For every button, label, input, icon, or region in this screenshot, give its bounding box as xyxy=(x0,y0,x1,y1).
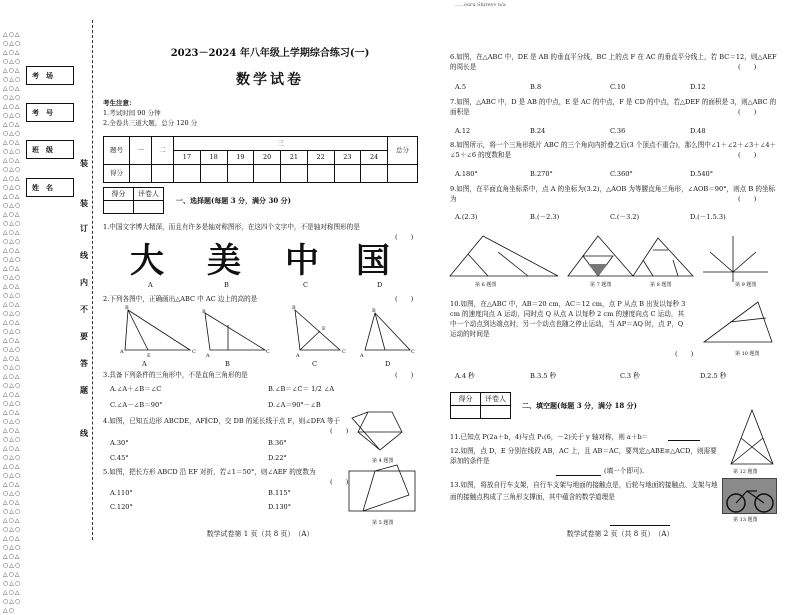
question-9: 9.如图，在平面直角坐标系中，点 A 的坐标为(3.2)，△AOB 为等腰直角三角形，∠AOB＝90°，则点 B 的坐标为 xyxy=(450,185,776,203)
q3-option-d: D.∠A＝90°－∠B xyxy=(268,401,321,409)
binding-word: 线 xyxy=(80,428,88,438)
q2-label: C xyxy=(312,360,318,368)
q5-option-a: A.110° xyxy=(110,489,133,497)
q10-option-d: D.2.5 秒 xyxy=(700,372,727,380)
fig7-caption: 第 7 题图 xyxy=(590,282,612,288)
q2-paren: ( ) xyxy=(395,295,414,303)
fig9-caption: 第 9 题图 xyxy=(735,282,757,288)
binding-word: 装 xyxy=(80,158,88,168)
question-7: 7.如图，△ABC 中，D 是 AB 的中点，E 是 AC 的中点，F 是 CD 的中点，若△DEF 的面积是 3，则△ABC 的面积是 xyxy=(450,98,777,116)
notes-heading: 考生注意： xyxy=(103,99,136,107)
binding-word: 线 xyxy=(80,250,88,260)
binding-word: 要 xyxy=(80,331,88,341)
q3-option-a: A.∠A＋∠B＝∠C xyxy=(110,385,162,393)
q7-option-c: C.36 xyxy=(610,127,626,135)
svg-text:C: C xyxy=(266,349,270,355)
score-sub: 18 xyxy=(200,151,227,165)
question-6: 6.如图，在△ABC 中，DE 是 AB 的垂直平分线，BC 上的点 F 在 AC 的垂直平分线上，若 BC＝12，则△AEF 的周长是 xyxy=(450,53,777,71)
q5-paren: ( ) xyxy=(330,478,349,486)
q3-option-b: B.∠B＝∠C＝ 1/2 ∠A xyxy=(268,385,335,393)
q12-caption: 第 12 题图 xyxy=(733,469,758,475)
q4-figure xyxy=(350,410,410,458)
page-footer-left: 数学试卷第 1 页（共 8 页） （A） xyxy=(206,530,314,538)
q11-answer-line[interactable] xyxy=(668,440,700,441)
question-8: 8.如图所示，将一个三角形纸片 ABC 的三个角向内折叠之后(3 个顶点不重合)，那么图中∠1＋∠2＋∠3＋∠4＋∠5＋∠6 的度数和是 xyxy=(450,141,777,159)
q13-answer-line[interactable] xyxy=(610,525,670,526)
q5-figure xyxy=(345,463,420,515)
svg-text:A: A xyxy=(296,353,300,359)
question-11: 11.已知点 P(2a＋b，4)与点 P₁(6，－2)关于 y 轴对称，则 a＋b＝ xyxy=(450,433,649,441)
svg-text:B: B xyxy=(125,305,129,311)
svg-text:E: E xyxy=(147,353,151,359)
class-field: 班 级 xyxy=(26,140,74,159)
q13-caption: 第 13 题图 xyxy=(733,517,758,523)
svg-text:B: B xyxy=(292,305,296,311)
q2-label: D xyxy=(385,360,391,368)
q8-option-a: A.180° xyxy=(455,170,478,178)
bicycle-photo xyxy=(722,478,777,514)
q5-option-d: D.130° xyxy=(268,503,292,511)
q10-option-a: A.4 秒 xyxy=(455,372,475,380)
q6-option-d: D.12 xyxy=(690,83,706,91)
q4-option-c: C.45° xyxy=(110,454,129,462)
svg-text:A: A xyxy=(120,349,124,355)
exam-subject: 数学试卷 xyxy=(236,72,304,88)
q2-label: A xyxy=(142,360,147,368)
q8-option-b: B.270° xyxy=(530,170,553,178)
score-header: 一 xyxy=(130,137,152,165)
binding-word: 内 xyxy=(80,277,88,287)
score-sub: 22 xyxy=(307,151,334,165)
q10-option-c: C.3 秒 xyxy=(620,372,640,380)
q6-option-c: C.10 xyxy=(610,83,626,91)
q5-option-c: C.120° xyxy=(110,503,133,511)
q10-option-b: B.3.5 秒 xyxy=(530,372,557,380)
q9-option-d: D.(－1.5.3) xyxy=(690,213,726,221)
question-13: 13.如图，将放自行车支架，自行车支架与地面的接触点是，后轮与地面的接触点、支架与地面的接触点构成了三角形支撑面，其中蕴含的数学道理是 xyxy=(450,481,718,501)
q12-answer-line[interactable] xyxy=(556,475,601,476)
q7-option-d: D.48 xyxy=(690,127,706,135)
q2-figures xyxy=(120,305,420,365)
notes-item: 1.考试时间 90 分钟 xyxy=(103,109,161,117)
question-10: 10.如图，在△ABC 中，AB＝20 cm，AC＝12 cm，点 P 从点 B 出发以每秒 3 cm 的速度向点 A 运动，同时点 Q 从点 A 以每秒 2 cm 的速度向点 C 运动，其中一个动点到达端点时，另一个动点也随之停止运动，当 AP＝AQ 时，点 P，Q 运动的时间是 xyxy=(450,300,686,338)
cut-line xyxy=(92,20,93,540)
score-sub: 20 xyxy=(254,151,281,165)
score-sub: 19 xyxy=(227,151,254,165)
svg-text:B: B xyxy=(202,309,206,315)
svg-text:E: E xyxy=(322,326,326,332)
q6-option-b: B.8 xyxy=(530,83,542,91)
q7-option-b: B.24 xyxy=(530,127,546,135)
q1-label: C xyxy=(303,281,309,289)
q4-option-a: A.30° xyxy=(110,439,129,447)
fig8-caption: 第 8 题图 xyxy=(650,282,672,288)
q6-option-a: A.5 xyxy=(455,83,467,91)
q1-label: B xyxy=(224,281,229,289)
char-b: 美 xyxy=(207,241,241,281)
q6-paren: ( ) xyxy=(738,63,757,71)
svg-text:A: A xyxy=(206,353,210,359)
q10-paren: ( ) xyxy=(675,350,694,358)
exam-notes xyxy=(103,98,423,128)
q3-option-c: C.∠A－∠B＝90° xyxy=(110,401,163,409)
svg-text:C: C xyxy=(192,349,196,355)
binding-word: 答 xyxy=(80,358,88,368)
score-header: 题号 xyxy=(104,137,130,165)
question-4: 4.如图，已知五边形 ABCDE，AF∥CD，交 DB 的延长线于点 F，则∠DFA 等于 xyxy=(103,417,341,425)
q12-tail: (填一个即可). xyxy=(604,467,645,475)
char-a: 大 xyxy=(130,241,164,281)
question-5: 5.如图，把长方形 ABCD 沿 EF 对折，若∠1＝50°，则∠AEF 的度数为 xyxy=(103,468,316,476)
q9-option-b: B.(－2.3) xyxy=(530,213,560,221)
binding-word: 订 xyxy=(80,223,88,233)
svg-text:C: C xyxy=(411,349,415,355)
q2-label: B xyxy=(225,360,230,368)
q5-option-b: B.115° xyxy=(268,489,291,497)
q9-paren: ( ) xyxy=(738,195,757,203)
shaded-triangle xyxy=(588,264,608,276)
score-sub: 24 xyxy=(361,151,388,165)
binding-word: 题 xyxy=(80,385,88,395)
q8-option-c: C.360° xyxy=(610,170,633,178)
q9-option-a: A.(2.3) xyxy=(455,213,478,221)
score-header: 总分 xyxy=(388,137,418,165)
box-label: 评卷人 xyxy=(481,393,511,406)
q6-q9-figures xyxy=(448,232,788,287)
section2-score-box xyxy=(450,392,511,419)
name-field: 姓 名 xyxy=(26,178,74,197)
q10-caption: 第 10 题图 xyxy=(735,351,760,357)
q8-paren: ( ) xyxy=(738,151,757,159)
q4-caption: 第 4 题图 xyxy=(372,458,394,464)
score-header: 三 xyxy=(174,137,388,151)
exam-number-field: 考 号 xyxy=(26,103,74,122)
q10-figure xyxy=(700,298,780,348)
score-sub: 21 xyxy=(281,151,308,165)
binding-word: 不 xyxy=(80,304,88,314)
q4-option-d: D.22° xyxy=(268,454,287,462)
notes-item: 2.全卷共三道大题，总分 120 分 xyxy=(103,119,198,127)
q9-option-c: C.(－3.2) xyxy=(610,213,640,221)
question-2: 2.下列各图中，正确画出△ABC 中 AC 边上的高的是 xyxy=(103,295,258,303)
binding-margin xyxy=(0,0,95,614)
box-label: 得分 xyxy=(104,188,134,201)
q8-option-d: D.540° xyxy=(690,170,714,178)
exam-room-field: 考 场 xyxy=(26,66,74,85)
exam-title: 2023－2024 年八年级上学期综合练习(一) xyxy=(170,48,370,59)
char-c: 中 xyxy=(285,241,319,281)
score-sub: 23 xyxy=(334,151,361,165)
q3-paren: ( ) xyxy=(395,371,414,379)
box-label: 评卷人 xyxy=(134,188,164,201)
fig6-caption: 第 6 题图 xyxy=(475,282,497,288)
char-d: 国 xyxy=(356,241,390,281)
svg-text:A: A xyxy=(360,353,364,359)
q4-paren: ( ) xyxy=(330,427,349,435)
q7-paren: ( ) xyxy=(738,108,757,116)
q1-paren: ( ) xyxy=(395,233,414,241)
q4-option-b: B.36° xyxy=(268,439,287,447)
page-footer-right: 数学试卷第 2 页（共 8 页） （A） xyxy=(566,530,674,538)
q12-figure xyxy=(727,408,777,468)
box-label: 得分 xyxy=(451,393,481,406)
score-header: 二 xyxy=(152,137,174,165)
binding-word: 装 xyxy=(80,198,88,208)
q5-caption: 第 5 题图 xyxy=(372,520,394,526)
score-label: 得分 xyxy=(104,165,130,183)
question-12: 12.如图，点 D，E 分别在线段 AB，AC 上，且 AB＝AC，要判定△ABE≌△ACD，则需要添加的条件是 xyxy=(450,447,717,465)
q1-label: A xyxy=(148,281,153,289)
top-strip-text: ......ouru Shirevv n/a xyxy=(454,2,506,8)
svg-text:C: C xyxy=(342,349,346,355)
section2-title: 二、填空题(每题 3 分，满分 18 分) xyxy=(522,401,637,410)
section1-score-box xyxy=(103,187,164,214)
q1-label: D xyxy=(377,281,383,289)
question-1: 1.中国文字博大精深，而且有许多是轴对称图形，在这四个文字中，不是轴对称图形的是 xyxy=(103,223,360,231)
q7-option-a: A.12 xyxy=(455,127,471,135)
svg-text:B: B xyxy=(372,308,376,314)
section1-title: 一、选择题(每题 3 分，满分 30 分) xyxy=(176,196,291,205)
score-sub: 17 xyxy=(174,151,201,165)
dot-pattern: △○△○△○△○△○△○△○△○△○△○△○△○△○△○△○△○△○△○△○△○△○△○△○△○△○△○△○△○△○△○△○△○△○△○△○△○△○△○△○△○△○△○△○△○△○△○△○△○△○△○△○△○△○△○△○△○△○△○△○△○△○△○△○△○△○△○△○△○△○△○△○△○△○△○△○△○△○△○△○△○△○△○△○△○△○△○△○△○△○△○△○△○△○△○△○△○△○ xyxy=(3,31,22,614)
question-3: 3.具备下列条件的三角形中，不是直角三角形的是 xyxy=(103,371,248,379)
score-table xyxy=(103,136,418,183)
